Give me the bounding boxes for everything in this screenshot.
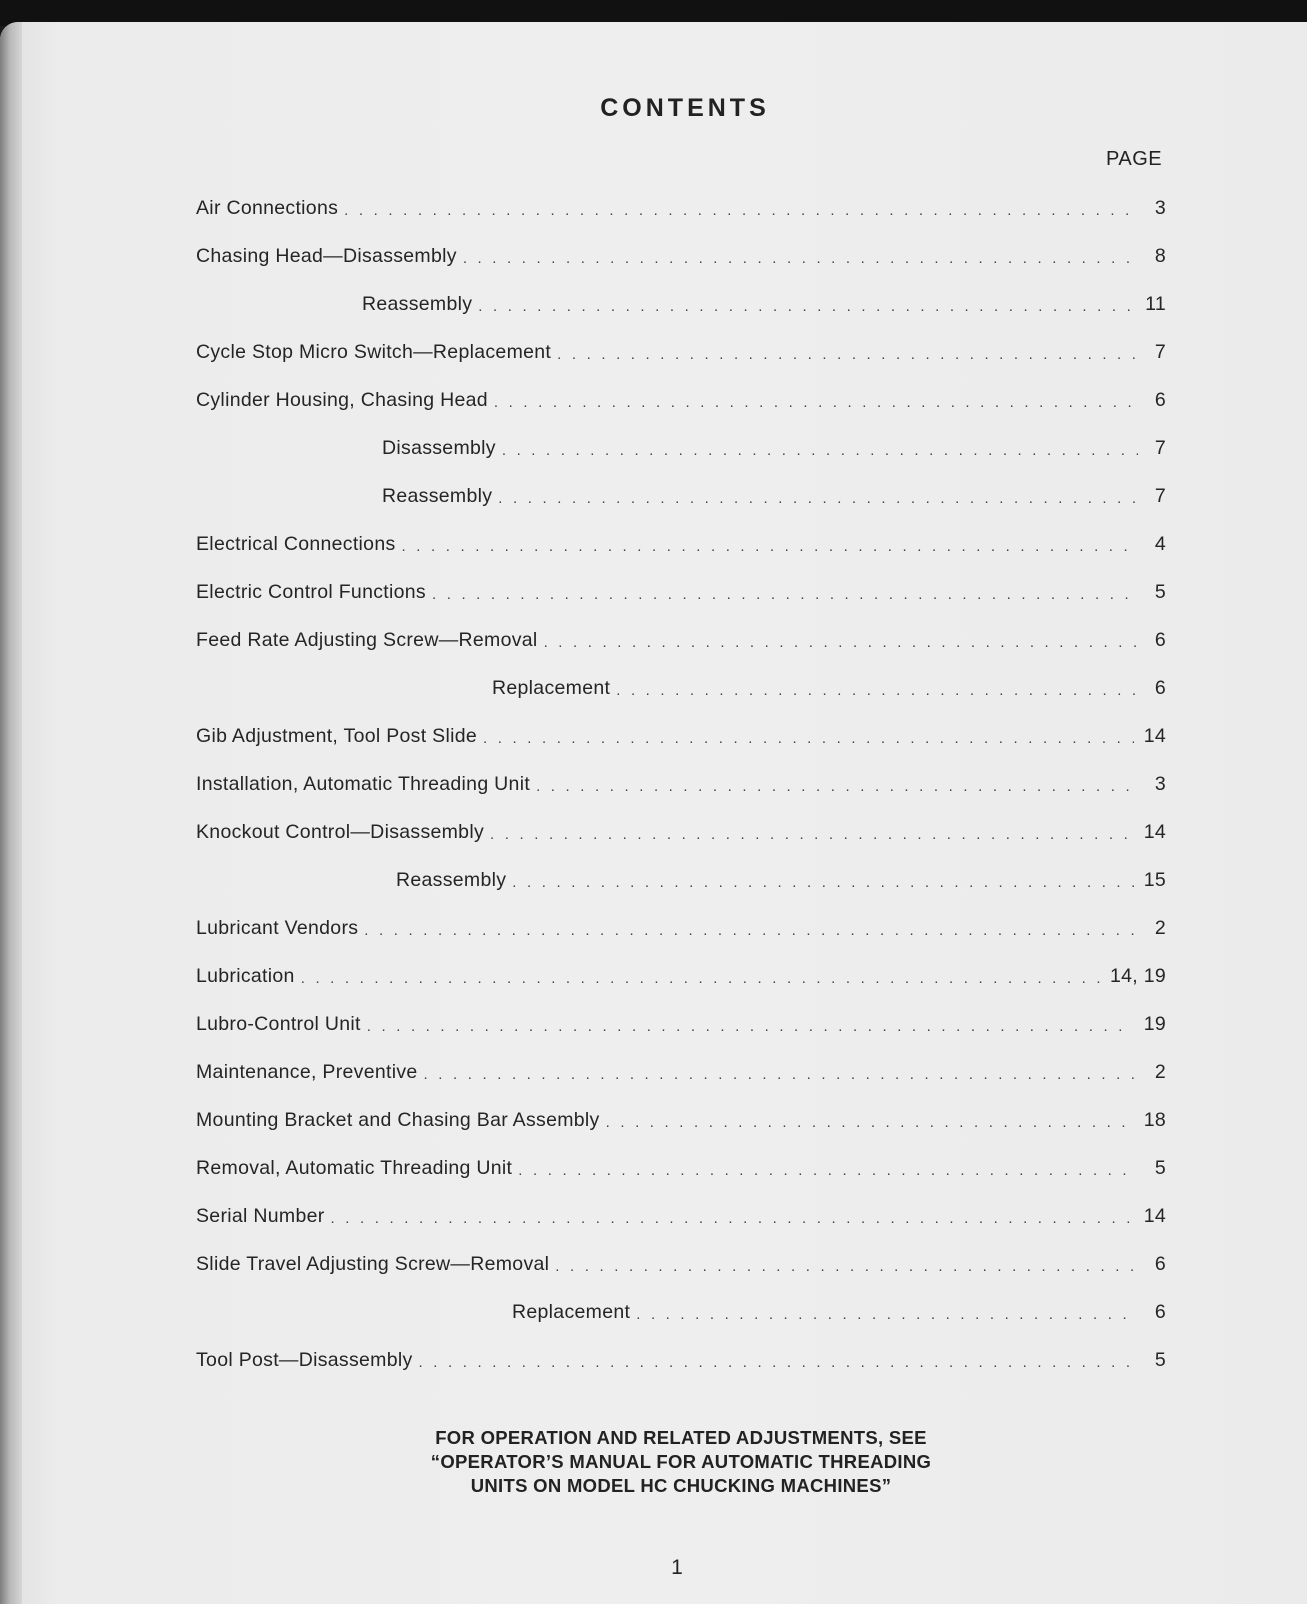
contents-entry	[196, 856, 1166, 904]
contents-entry	[196, 664, 1166, 712]
contents-entry	[196, 712, 1166, 760]
entry-label: Slide Travel Adjusting Screw—Removal	[196, 1252, 550, 1275]
contents-entry	[196, 1048, 1166, 1096]
contents-entry	[196, 616, 1166, 664]
entry-page-number: 5	[1154, 1348, 1166, 1371]
dot-leader	[344, 202, 1138, 219]
entry-label: Maintenance, Preventive	[196, 1060, 418, 1083]
contents-entry	[196, 1240, 1166, 1288]
dot-leader	[606, 1114, 1134, 1131]
entry-label: Serial Number	[196, 1204, 325, 1227]
dot-leader	[498, 490, 1138, 507]
dot-leader	[463, 250, 1138, 267]
contents-entry	[196, 520, 1166, 568]
entry-page-number: 6	[1154, 1252, 1166, 1275]
entry-page-number: 11	[1145, 292, 1166, 315]
entry-label: Gib Adjustment, Tool Post Slide	[196, 724, 478, 747]
page-number: 1	[671, 1556, 683, 1579]
entry-label: Air Connections	[196, 196, 339, 219]
entry-label: Knockout Control—Disassembly	[196, 820, 485, 843]
dot-leader	[419, 1354, 1138, 1371]
entry-page-number: 2	[1154, 916, 1166, 939]
dot-leader	[557, 346, 1138, 363]
dot-leader	[367, 1018, 1134, 1035]
entry-label: Replacement	[492, 676, 611, 699]
dot-leader	[483, 730, 1134, 747]
contents-entry	[196, 1096, 1166, 1144]
entry-label: Disassembly	[382, 436, 496, 459]
entry-page-number: 19	[1143, 1012, 1166, 1035]
entry-label: Electric Control Functions	[196, 580, 426, 603]
entry-label: Installation, Automatic Threading Unit	[196, 772, 531, 795]
dot-leader	[544, 634, 1138, 651]
dot-leader	[616, 682, 1138, 699]
entry-page-number: 6	[1154, 388, 1166, 411]
dot-leader	[518, 1162, 1138, 1179]
page-column-header: PAGE	[1106, 148, 1163, 170]
contents-entry	[196, 328, 1166, 376]
contents-entry	[196, 376, 1166, 424]
footer-note-line: FOR OPERATION AND RELATED ADJUSTMENTS, SEE	[435, 1427, 927, 1448]
contents-entry	[196, 472, 1166, 520]
contents-entry	[196, 904, 1166, 952]
entry-label: Cylinder Housing, Chasing Head	[196, 388, 488, 411]
entry-page-number: 7	[1154, 340, 1166, 363]
dot-leader	[364, 922, 1138, 939]
entry-page-number: 18	[1143, 1108, 1166, 1131]
dot-leader	[502, 442, 1138, 459]
dot-leader	[536, 778, 1138, 795]
contents-entry	[196, 952, 1166, 1000]
dot-leader	[331, 1210, 1134, 1227]
entry-label: Chasing Head—Disassembly	[196, 244, 457, 267]
entry-page-number: 2	[1154, 1060, 1166, 1083]
dot-leader	[432, 586, 1138, 603]
dot-leader	[490, 826, 1134, 843]
entry-page-number: 6	[1154, 628, 1166, 651]
entry-label: Lubrication	[196, 964, 295, 987]
contents-entry	[196, 1288, 1166, 1336]
entry-label: Reassembly	[396, 868, 507, 891]
dot-leader	[636, 1306, 1138, 1323]
entry-label: Feed Rate Adjusting Screw—Removal	[196, 628, 538, 651]
entry-page-number: 5	[1154, 580, 1166, 603]
entry-page-number: 6	[1154, 676, 1166, 699]
contents-entry	[196, 232, 1166, 280]
contents-entry	[196, 1144, 1166, 1192]
entry-label: Mounting Bracket and Chasing Bar Assembly	[196, 1108, 600, 1131]
entry-page-number: 14	[1143, 820, 1166, 843]
dot-leader	[402, 538, 1138, 555]
dot-leader	[301, 970, 1100, 987]
contents-title: CONTENTS	[600, 94, 770, 122]
contents-entry	[196, 280, 1166, 328]
entry-page-number: 8	[1154, 244, 1166, 267]
dot-leader	[555, 1258, 1138, 1275]
entry-label: Cycle Stop Micro Switch—Replacement	[196, 340, 552, 363]
contents-list	[196, 184, 1166, 1384]
entry-label: Electrical Connections	[196, 532, 396, 555]
dot-leader	[478, 298, 1135, 315]
dot-leader	[512, 874, 1133, 891]
contents-entry	[196, 1000, 1166, 1048]
contents-entry	[196, 568, 1166, 616]
contents-entry	[196, 1192, 1166, 1240]
footer-note	[0, 1426, 1307, 1498]
contents-entry	[196, 424, 1166, 472]
entry-page-number: 7	[1154, 436, 1166, 459]
page-binding-edge	[0, 22, 22, 1604]
entry-label: Tool Post—Disassembly	[196, 1348, 413, 1371]
entry-page-number: 15	[1143, 868, 1166, 891]
contents-entry	[196, 1336, 1166, 1384]
entry-page-number: 7	[1154, 484, 1166, 507]
contents-entry	[196, 808, 1166, 856]
entry-label: Reassembly	[382, 484, 493, 507]
entry-page-number: 14	[1143, 1204, 1166, 1227]
entry-page-number: 5	[1154, 1156, 1166, 1179]
entry-label: Lubro-Control Unit	[196, 1012, 361, 1035]
footer-note-line: UNITS ON MODEL HC CHUCKING MACHINES”	[470, 1475, 892, 1496]
entry-label: Lubricant Vendors	[196, 916, 359, 939]
contents-entry	[196, 184, 1166, 232]
entry-page-number: 14	[1143, 724, 1166, 747]
entry-page-number: 3	[1154, 196, 1166, 219]
contents-entry	[196, 760, 1166, 808]
entry-label: Removal, Automatic Threading Unit	[196, 1156, 513, 1179]
dot-leader	[494, 394, 1138, 411]
entry-label: Replacement	[512, 1300, 631, 1323]
entry-page-number: 14, 19	[1109, 964, 1166, 987]
footer-note-line: “OPERATOR’S MANUAL FOR AUTOMATIC THREADING	[430, 1451, 932, 1472]
entry-label: Reassembly	[362, 292, 473, 315]
entry-page-number: 6	[1154, 1300, 1166, 1323]
entry-page-number: 4	[1154, 532, 1166, 555]
dot-leader	[424, 1066, 1138, 1083]
entry-page-number: 3	[1154, 772, 1166, 795]
